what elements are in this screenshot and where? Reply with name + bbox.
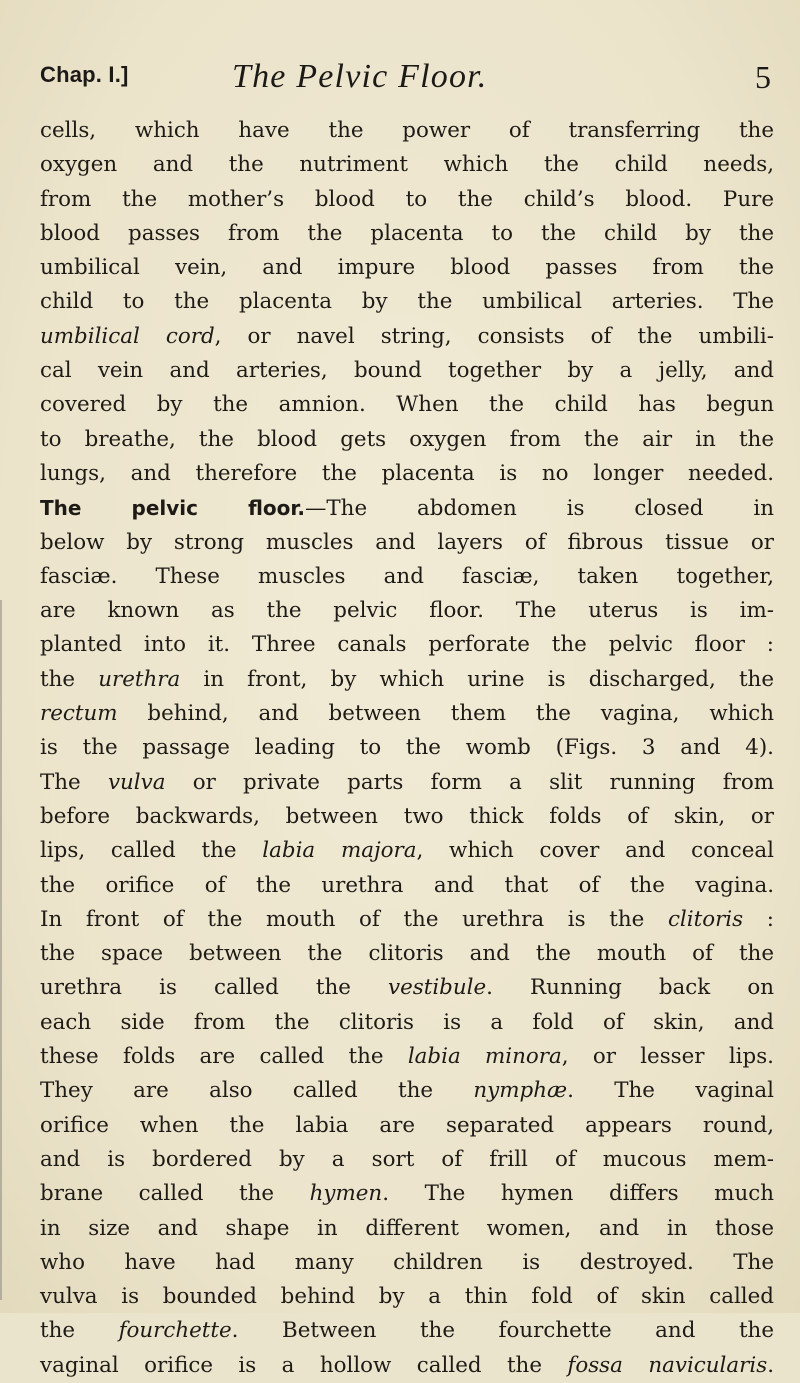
text-run: cal vein and arteries, bound together by a jelly, and	[40, 358, 774, 384]
text-run: , which cover and conceal	[416, 838, 774, 864]
text-run: cells, which have the power of transferring the	[40, 118, 774, 143]
text-run: blood passes from the placenta to the child by the	[40, 220, 774, 246]
text-line	[40, 903, 774, 937]
text-line	[40, 1143, 774, 1177]
italic-term: vestibule	[388, 975, 487, 1001]
section-heading: The pelvic floor.	[40, 496, 306, 521]
text-line	[40, 937, 774, 971]
text-run: umbilical vein, and impure blood passes from the	[40, 255, 774, 281]
text-line	[40, 800, 774, 834]
text-line	[40, 663, 774, 697]
italic-term: nymphæ	[473, 1078, 568, 1104]
italic-term: fossa navicularis	[567, 1352, 768, 1378]
text-line	[40, 560, 774, 594]
text-line	[40, 731, 774, 765]
text-run: The	[40, 769, 108, 795]
text-line	[40, 834, 774, 868]
text-line	[40, 285, 774, 319]
text-line	[40, 1212, 774, 1246]
text-run: covered by the amnion. When the child has begun	[40, 392, 774, 418]
italic-term: fourchette	[118, 1318, 232, 1344]
page-edge-shadow	[0, 600, 2, 1300]
italic-term: urethra	[98, 666, 181, 692]
text-run: before backwards, between two thick folds of skin, or	[40, 803, 774, 829]
text-run: the	[40, 666, 99, 692]
text-run: urethra is called the	[40, 975, 388, 1001]
text-run: orifice when the labia are separated appears round,	[40, 1112, 774, 1138]
text-line	[40, 320, 774, 354]
body-text	[40, 114, 774, 1383]
text-run: .	[767, 1352, 774, 1378]
text-line	[40, 354, 774, 388]
text-line	[40, 1314, 774, 1348]
text-run: child to the placenta by the umbilical arteries. The	[40, 289, 774, 315]
text-run: below by strong muscles and layers of fibrous tissue or	[40, 529, 774, 555]
text-line	[40, 766, 774, 800]
text-line	[40, 114, 774, 148]
text-line	[40, 1280, 774, 1314]
text-run: these folds are called the	[40, 1044, 408, 1070]
text-line	[40, 1074, 774, 1108]
text-run: the space between the clitoris and the mouth of the	[40, 941, 774, 967]
text-line	[40, 217, 774, 251]
italic-term: rectum	[40, 701, 118, 727]
text-run: . Running back on	[486, 975, 774, 1001]
text-run: planted into it. Three canals perforate the pelvic floor :	[40, 632, 774, 658]
text-run: , or lesser lips.	[561, 1044, 774, 1070]
text-run: , or navel string, consists of the umbili-	[214, 323, 774, 349]
text-run: fasciæ. These muscles and fasciæ, taken together,	[40, 563, 774, 589]
text-run: vulva is bounded behind by a thin fold of skin called	[40, 1284, 774, 1310]
text-line	[40, 423, 774, 457]
text-line	[40, 869, 774, 903]
text-run: . The vaginal	[567, 1078, 775, 1104]
text-line	[40, 628, 774, 662]
text-run: or private parts form a slit running from	[165, 769, 774, 795]
text-line	[40, 594, 774, 628]
text-run: lungs, and therefore the placenta is no longer needed.	[40, 460, 774, 486]
italic-term: vulva	[107, 769, 166, 795]
text-line	[40, 183, 774, 217]
italic-term: labia majora	[262, 838, 417, 864]
text-run: —The abdomen is closed in	[305, 496, 774, 522]
text-run: are known as the pelvic floor. The uterus is im-	[40, 598, 774, 624]
text-run: is the passage leading to the womb (Figs. 3 and 4).	[40, 735, 774, 761]
text-run: the	[40, 1318, 119, 1344]
text-run: . The hymen differs much	[382, 1181, 774, 1207]
text-line	[40, 1040, 774, 1074]
chapter-label: Chap. I.]	[40, 62, 129, 87]
text-run: in front, by which urine is discharged, the	[180, 666, 774, 692]
italic-term: hymen	[309, 1181, 383, 1207]
italic-term: umbilical cord	[40, 323, 215, 349]
text-run: to breathe, the blood gets oxygen from the air in the	[40, 426, 774, 452]
page-number: 5	[755, 59, 771, 95]
text-line	[40, 1177, 774, 1211]
text-line	[40, 1246, 774, 1280]
text-run: in size and shape in different women, and in those	[40, 1215, 774, 1241]
text-line	[40, 251, 774, 285]
text-line	[40, 1349, 774, 1383]
text-run: lips, called the	[40, 838, 263, 864]
text-run: . Between the fourchette and the	[231, 1318, 774, 1344]
text-run: :	[743, 906, 774, 932]
text-run: each side from the clitoris is a fold of skin, and	[40, 1009, 774, 1035]
page-header	[40, 58, 792, 102]
text-line	[40, 148, 774, 182]
text-run: brane called the	[40, 1181, 310, 1207]
running-title: The Pelvic Floor.	[232, 58, 488, 95]
italic-term: clitoris	[667, 906, 744, 932]
text-line	[40, 388, 774, 422]
text-line	[40, 697, 774, 731]
text-run: oxygen and the nutriment which the child needs,	[40, 152, 774, 178]
text-run: from the mother’s blood to the child’s blood. Pure	[40, 186, 774, 212]
text-run: In front of the mouth of the urethra is the	[40, 906, 668, 932]
text-run: They are also called the	[40, 1078, 474, 1104]
text-line	[40, 1006, 774, 1040]
text-line	[40, 526, 774, 560]
text-run: and is bordered by a sort of frill of mucous mem-	[40, 1146, 774, 1172]
text-line	[40, 457, 774, 491]
text-run: behind, and between them the vagina, which	[117, 701, 774, 727]
text-run: who have had many children is destroyed. The	[40, 1249, 774, 1275]
text-run: the orifice of the urethra and that of the vagina.	[40, 872, 774, 898]
text-line	[40, 971, 774, 1005]
italic-term: labia minora	[407, 1044, 562, 1070]
text-line	[40, 491, 774, 525]
text-line	[40, 1109, 774, 1143]
text-run: vaginal orifice is a hollow called the	[40, 1352, 568, 1378]
